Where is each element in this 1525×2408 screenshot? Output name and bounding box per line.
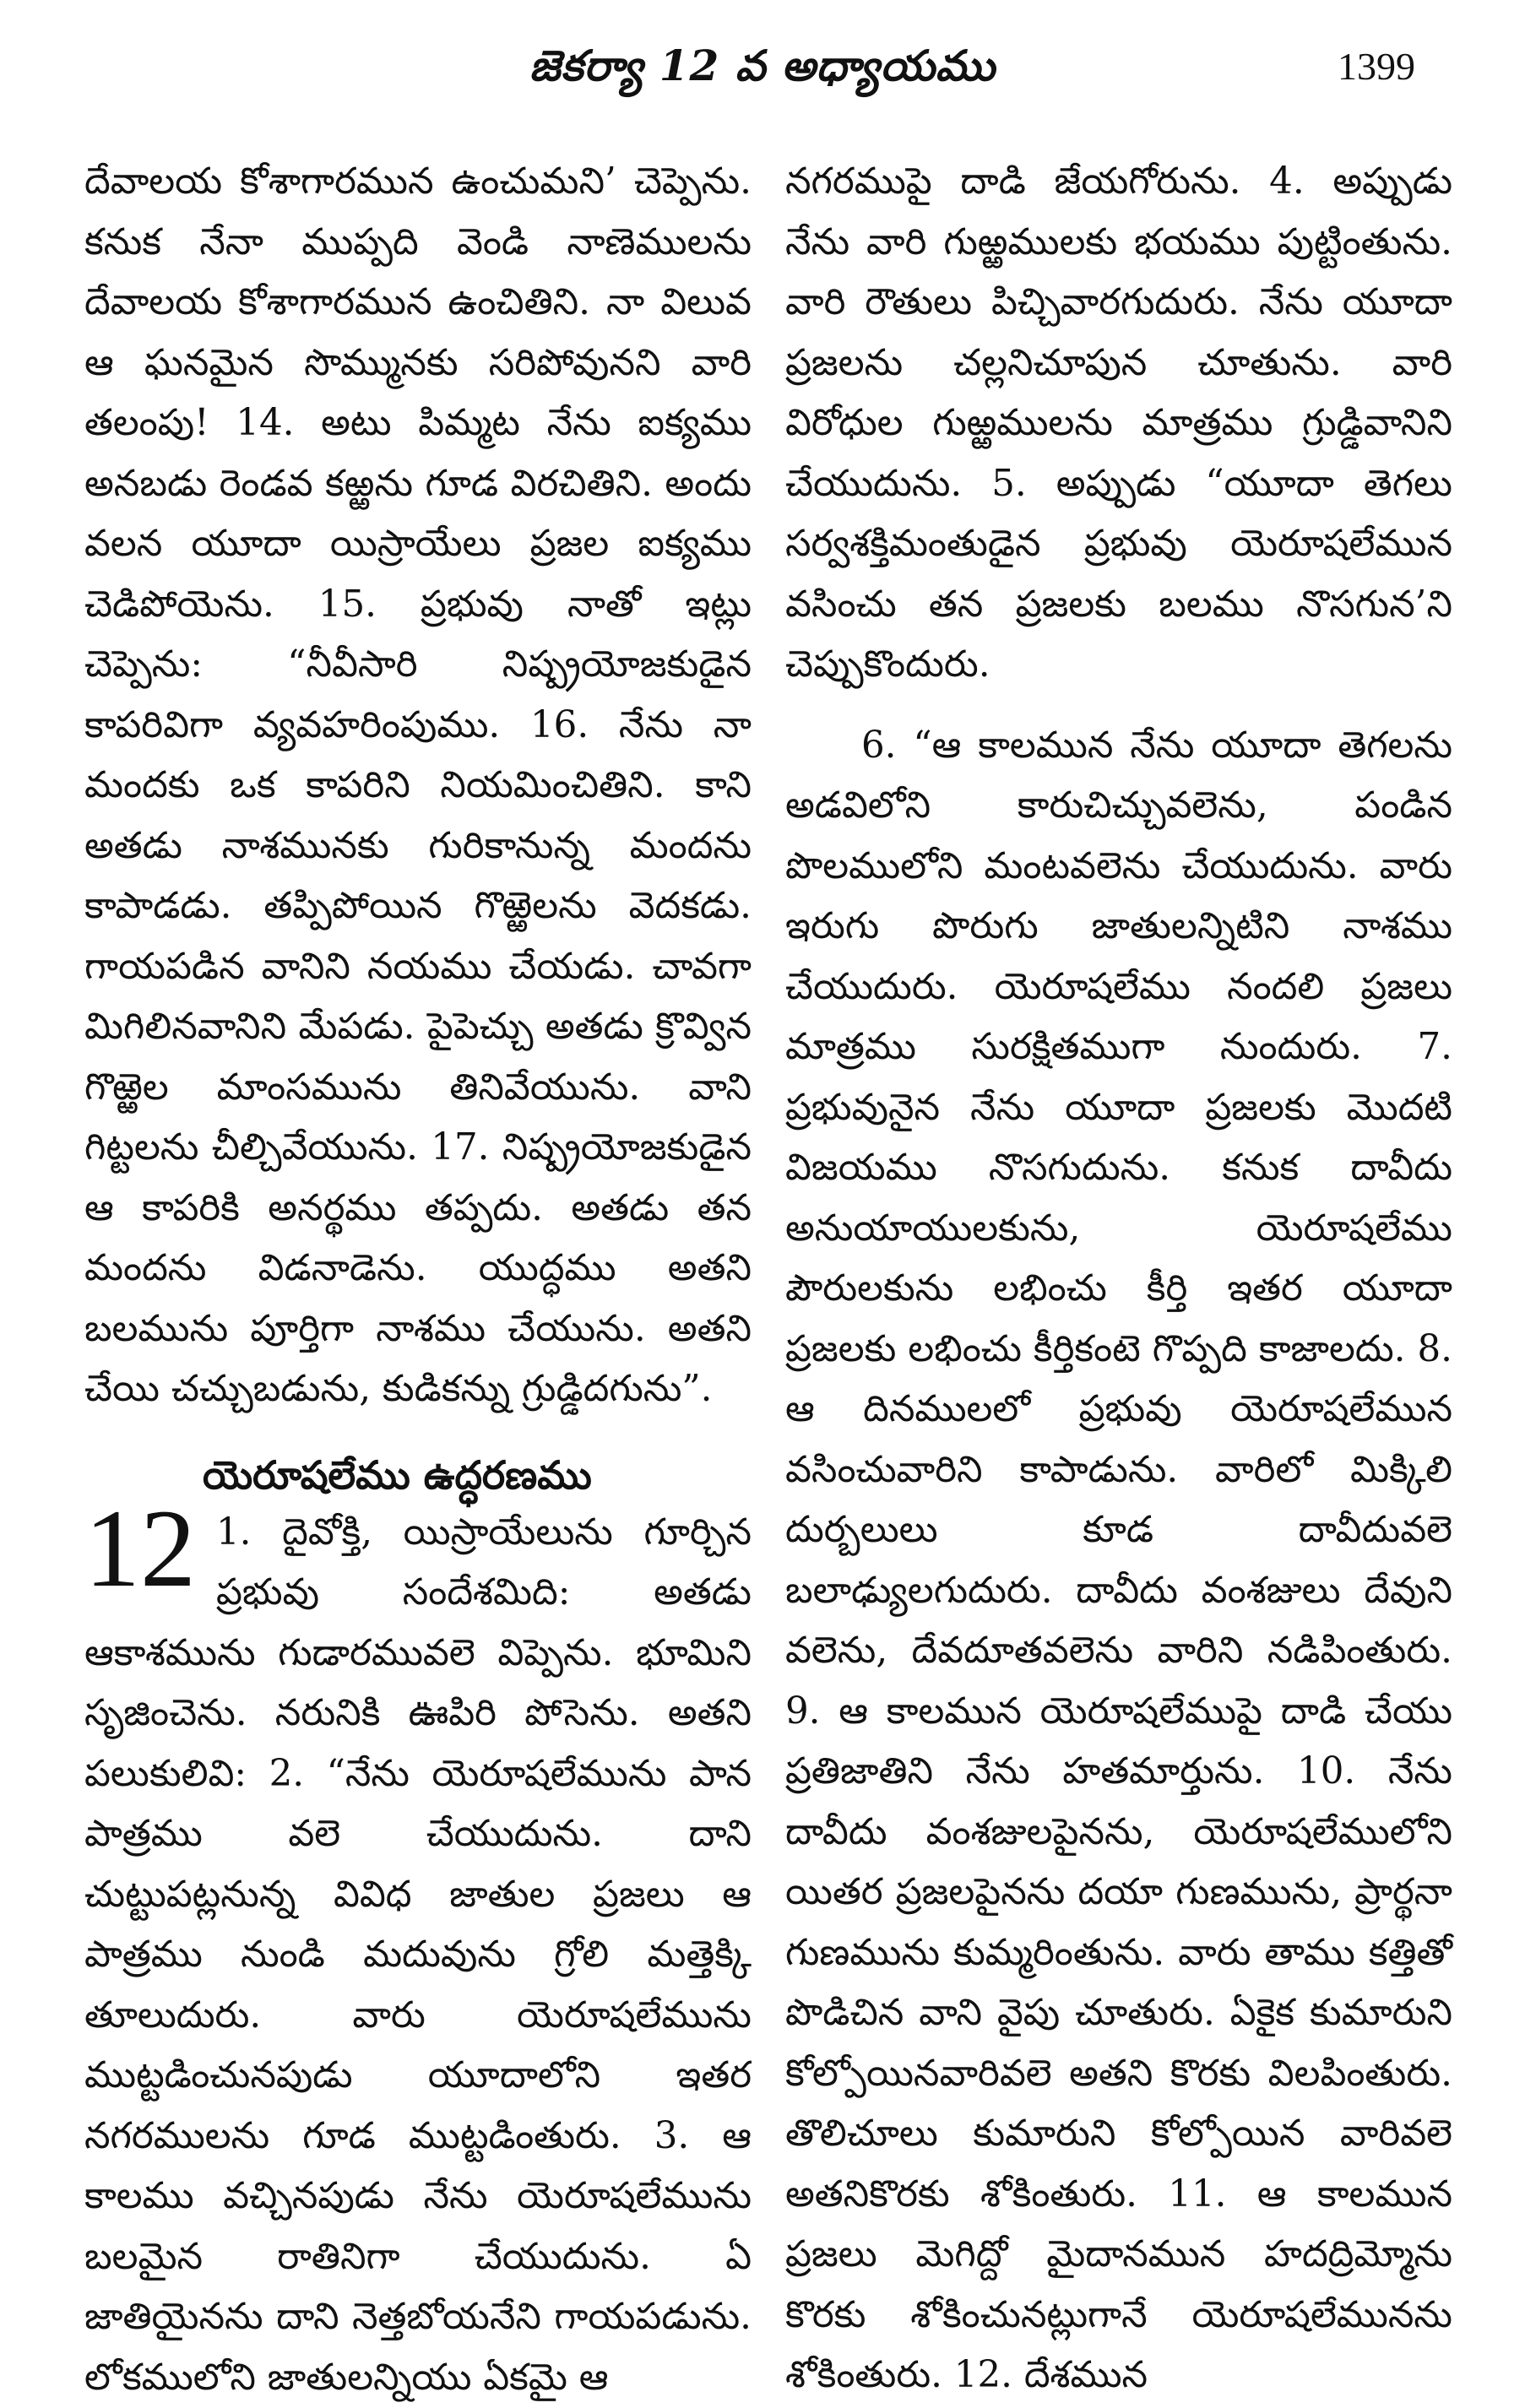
page-header [84,41,1441,108]
page-number: 1399 [1338,44,1415,89]
running-title: జెకర్యా 12 వ అధ్యాయము [84,41,1441,101]
section-heading: యెరూషలేము ఉద్ధరణము [84,1447,752,1503]
left-paragraph-1: దేవాలయ కోశాగారమున ఉంచుమని’ చెప్పెను. కనుక నేనా ముప్పది వెండి నాణెములను దేవాలయ కోశాగారమున ఉంచితిని. నా విలువ ఆ ఘనమైన సొమ్మునకు సరిపోవునని వారి తలంపు! 14. అటు పిమ్మట నేను ఐక్యము అనబడు రెండవ కఱ్ఱను గూడ విరచితిని. అందు వలన యూదా యిస్రాయేలు ప్రజల ఐక్యము చెడిపోయెను. 15. ప్రభువు నాతో ఇట్లు చెప్పెను: “నీవీసారి నిష్ప్రయోజకుడైన కాపరివిగా వ్యవహరింపుము. 16. నేను నా మందకు ఒక కాపరిని నియమించితిని. కాని అతడు నాశమునకు గురికానున్న మందను కాపాడడు. తప్పిపోయిన గొఱ్ఱెలను వెదకడు. గాయపడిన వానిని నయము చేయడు. చావగా మిగిలినవానిని మేపడు. పైపెచ్చు అతడు క్రొవ్విన గొఱ్ఱెల మాంసమును తినివేయును. వాని గిట్టలను చీల్చివేయును. 17. నిష్ప్రయోజకుడైన ఆ కాపరికి అనర్థము తప్పదు. అతడు తన మందను విడనాడెను. యుద్ధము అతని బలమును పూర్తిగా నాశము చేయును. అతని చేయి చచ్చుబడును, కుడికన్ను గ్రుడ్డిదగును”. [84,152,752,1420]
chapter-block [84,1503,752,2408]
right-paragraph-2: 6. “ఆ కాలమున నేను యూదా తెగలను అడవిలోని కారుచిచ్చువలెను, పండిన పొలములోని మంటవలెను చేయుదును. వారు ఇరుగు పొరుగు జాతులన్నిటిని నాశము చేయుదురు. యెరూషలేము నందలి ప్రజలు మాత్రము సురక్షితముగా నుందురు. 7. ప్రభువునైన నేను యూదా ప్రజలకు మొదటి విజయము నొసగుదును. కనుక దావీదు అనుయాయులకును, యెరూషలేము పౌరులకును లభించు కీర్తి ఇతర యూదా ప్రజలకు లభించు కీర్తికంటె గొప్పది కాజాలదు. 8. ఆ దినములలో ప్రభువు యెరూషలేమున వసించువారిని కాపాడును. వారిలో మిక్కిలి దుర్బలులు కూడ దావీదువలె బలాఢ్యులగుదురు. దావీదు వంశజులు దేవుని వలెను, దేవదూతవలెను వారిని నడిపింతురు. 9. ఆ కాలమున యెరూషలేముపై దాడి చేయు ప్రతిజాతిని నేను హతమార్తును. 10. నేను దావీదు వంశజులపైనను, యెరూషలేములోని యితర ప్రజలపైనను దయా గుణమును, ప్రార్థనా గుణమును కుమ్మరింతును. వారు తాము కత్తితో పొడిచిన వాని వైపు చూతురు. ఏకైక కుమారుని కోల్పోయినవారివలె అతని కొరకు విలపింతురు. తొలిచూలు కుమారుని కోల్పోయిన వారివలె అతనికొరకు శోకింతురు. 11. ఆ కాలమున ప్రజలు మెగిద్దో మైదానమున హదద్రిమ్మోను కొరకు శోకించునట్లుగానే యెరూషలేమునను శోకింతురు. 12. దేశమున [785,716,1452,2406]
left-paragraph-2: 1. దైవోక్తి, యిస్రాయేలును గూర్చిన ప్రభువు సందేశమిది: అతడు ఆకాశమును గుడారమువలె విప్పెను. భూమిని సృజించెను. నరునికి ఊపిరి పోసెను. అతని పలుకులివి: 2. “నేను యెరూషలేమును పాన పాత్రము వలె చేయుదును. దాని చుట్టుపట్లనున్న వివిధ జాతుల ప్రజలు ఆ పాత్రము నుండి మదువును గ్రోలి మత్తెక్కి తూలుదురు. వారు యెరూషలేమును ముట్టడించునపుడు యూదాలోని ఇతర నగరములను గూడ ముట్టడింతురు. 3. ఆ కాలము వచ్చినపుడు నేను యెరూషలేమును బలమైన రాతినిగా చేయుదును. ఏ జాతియైనను దాని నెత్తబోయనేని గాయపడును. లోకములోని జాతులన్నియు ఏకమై ఆ [84,1503,752,2408]
right-column [785,152,1452,2406]
chapter-number: 12 [84,1501,196,1596]
right-paragraph-1: నగరముపై దాడి జేయగోరును. 4. అప్పుడు నేను వారి గుఱ్ఱములకు భయము పుట్టింతును. వారి రౌతులు పిచ్చివారగుదురు. నేను యూదా ప్రజలను చల్లనిచూపున చూతును. వారి విరోధుల గుఱ్ఱములను మాత్రము గ్రుడ్డివానిని చేయుదును. 5. అప్పుడు “యూదా తెగలు సర్వశక్తిమంతుడైన ప్రభువు యెరూషలేమున వసించు తన ప్రజలకు బలము నొసగున’ని చెప్పుకొందురు. [785,152,1452,696]
left-column [84,152,752,2408]
